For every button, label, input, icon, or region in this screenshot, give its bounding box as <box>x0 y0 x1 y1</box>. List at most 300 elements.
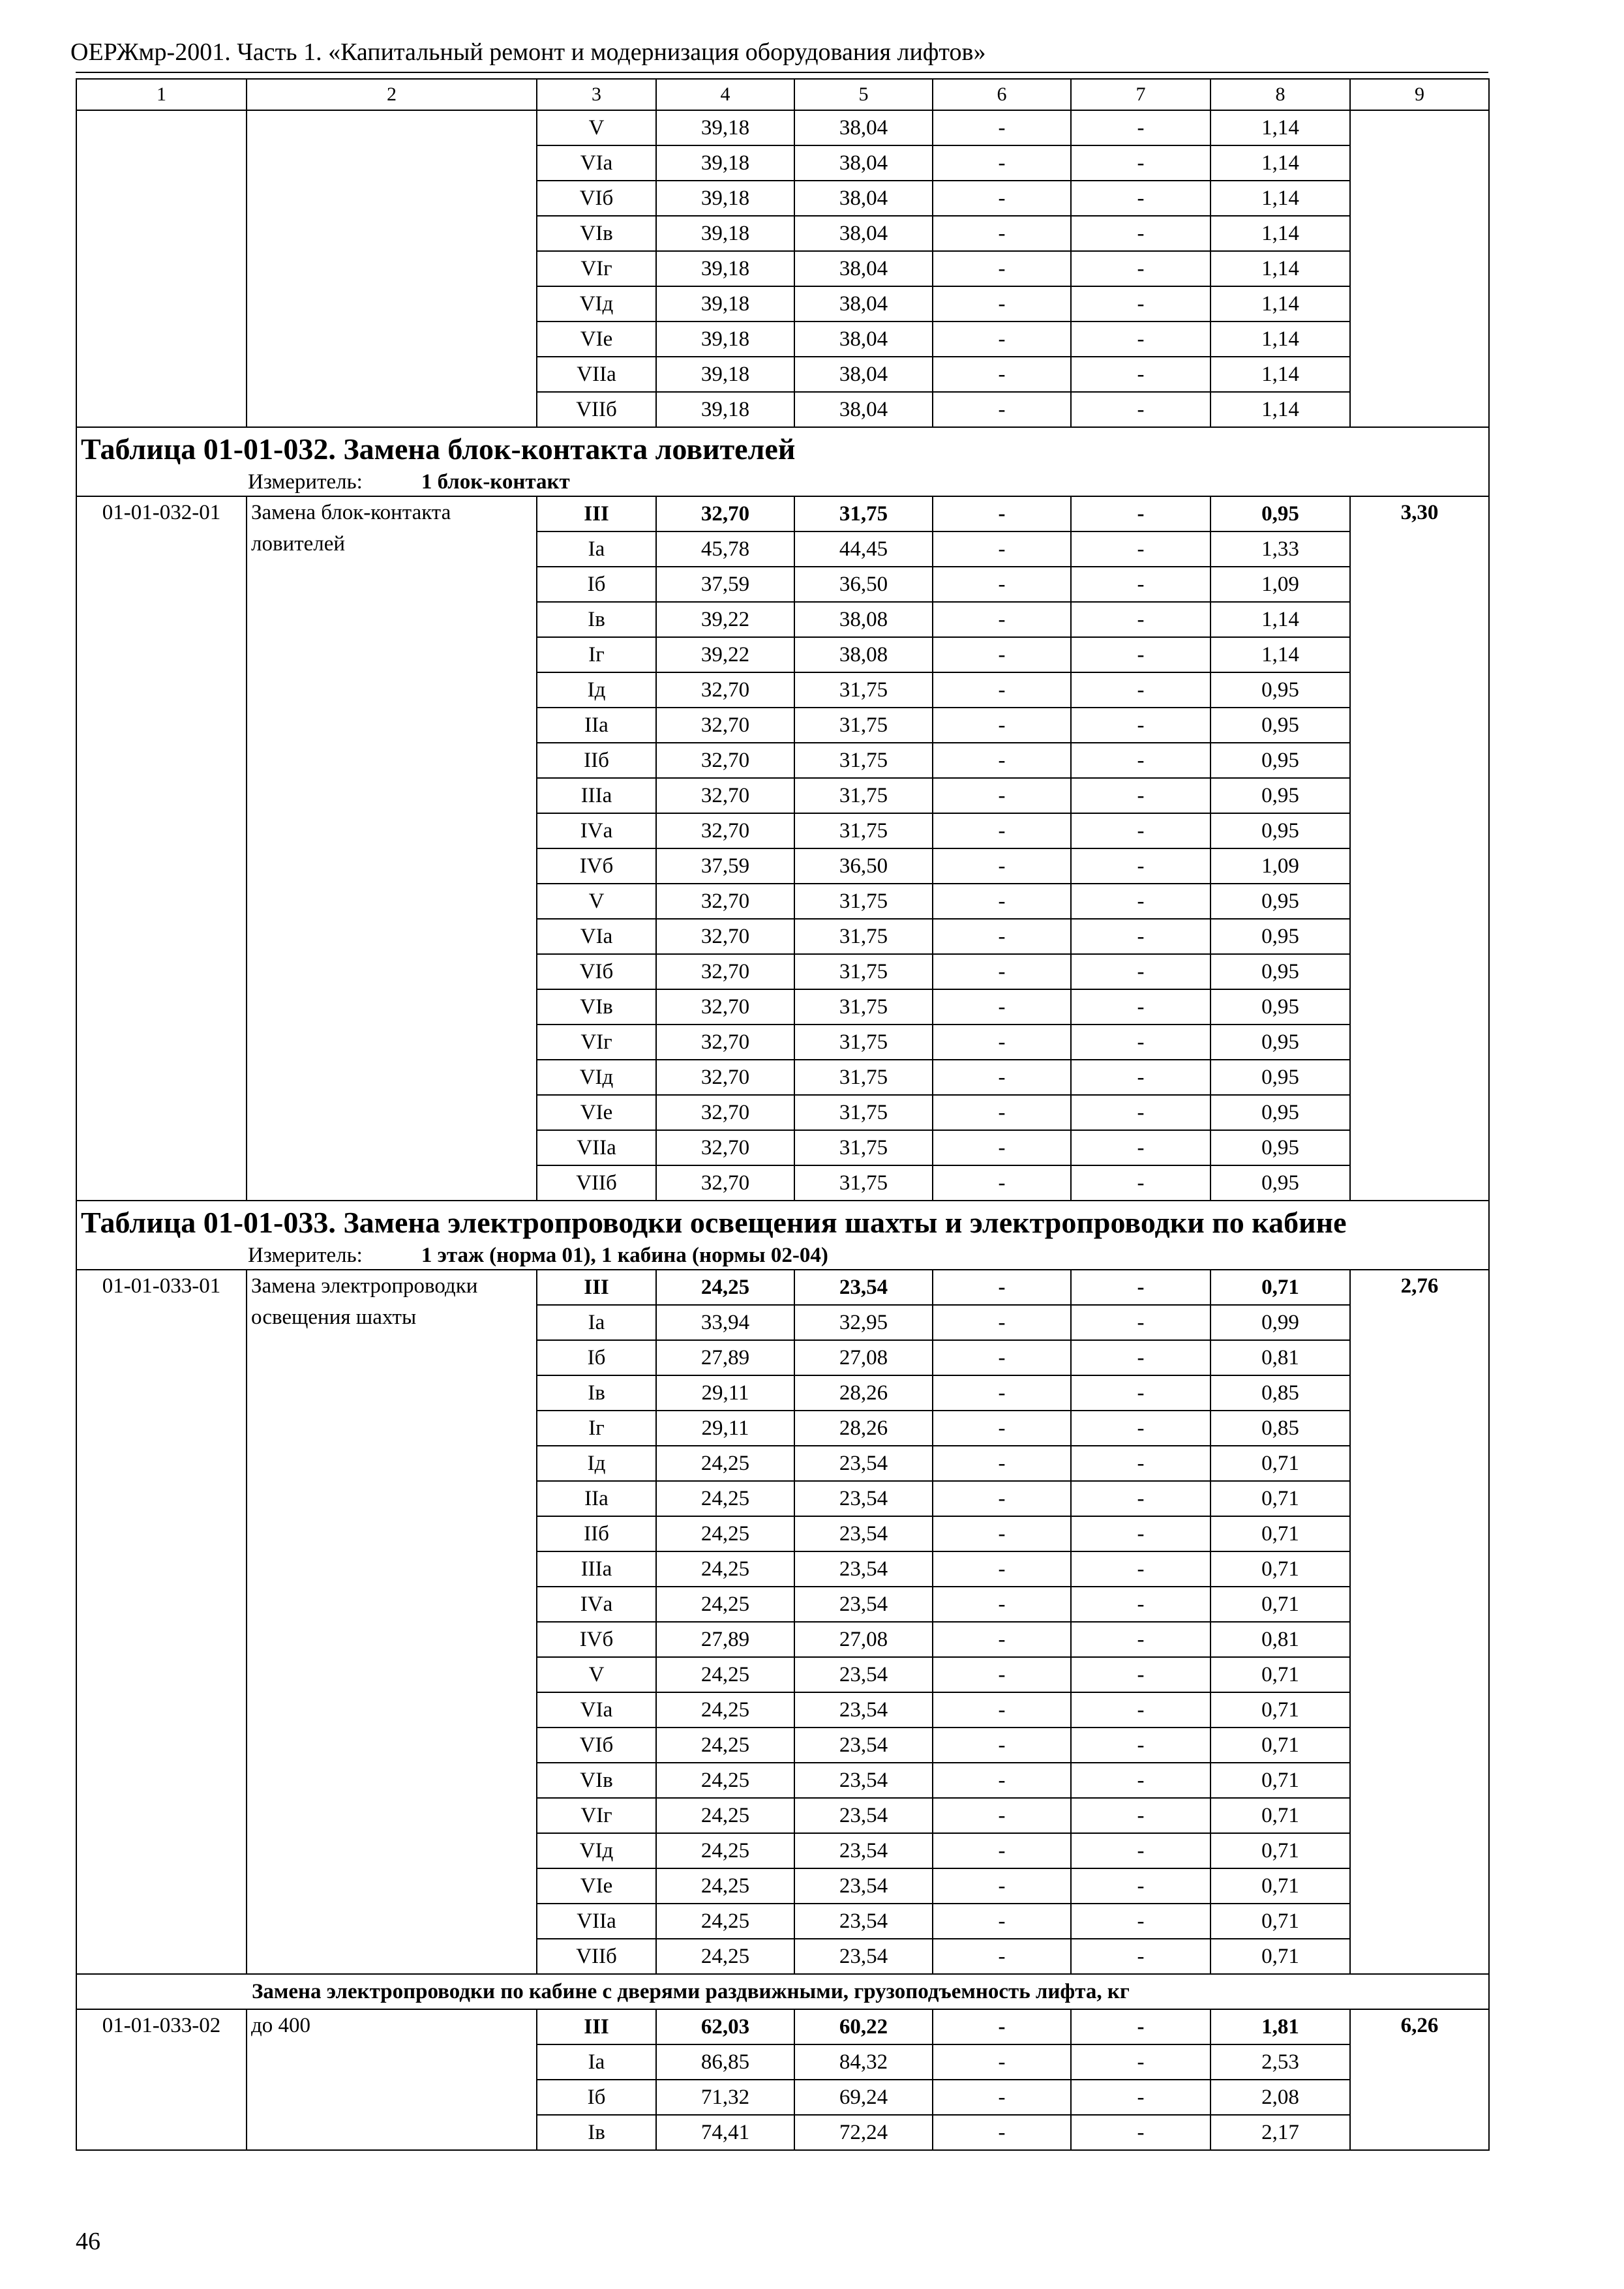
materials-cell: 0,95 <box>1210 1165 1350 1201</box>
zone-cell: IIа <box>537 708 656 743</box>
machinist-wage-cell: - <box>1071 110 1210 145</box>
direct-cost-cell: 24,25 <box>656 1692 794 1728</box>
zone-cell: VIг <box>537 251 656 286</box>
measure-line <box>81 1242 1484 1269</box>
column-number: 3 <box>537 79 656 110</box>
machines-cell: - <box>933 1095 1071 1130</box>
zone-cell: Iд <box>537 672 656 708</box>
machines-cell: - <box>933 637 1071 672</box>
zone-cell: IIIа <box>537 778 656 813</box>
norm-code: 01-01-033-02 <box>76 2009 247 2150</box>
machines-cell: - <box>933 1270 1071 1305</box>
materials-cell: 0,71 <box>1210 1763 1350 1798</box>
rates-table-body <box>76 79 1489 2150</box>
machinist-wage-cell: - <box>1071 1833 1210 1868</box>
labor-cost-cell: 38,04 <box>794 322 933 357</box>
machinist-wage-cell: - <box>1071 1130 1210 1165</box>
direct-cost-cell: 32,70 <box>656 1025 794 1060</box>
machines-cell: - <box>933 1622 1071 1657</box>
machinist-wage-cell: - <box>1071 954 1210 989</box>
machines-cell: - <box>933 531 1071 567</box>
zone-cell: III <box>537 2009 656 2044</box>
measure-label: Измеритель: <box>248 470 363 494</box>
subtitle: Замена электропроводки по кабине с дверями раздвижными, грузоподъемность лифта, кг <box>76 1974 1489 2009</box>
direct-cost-cell: 24,25 <box>656 1939 794 1974</box>
machines-cell: - <box>933 1868 1071 1904</box>
machinist-wage-cell: - <box>1071 919 1210 954</box>
zone-cell: VIв <box>537 216 656 251</box>
zone-cell: IIб <box>537 1516 656 1551</box>
machines-cell: - <box>933 813 1071 848</box>
machines-cell: - <box>933 1833 1071 1868</box>
labor-cost-cell: 38,04 <box>794 216 933 251</box>
zone-cell: Iа <box>537 1305 656 1340</box>
labor-cost-cell: 38,04 <box>794 357 933 392</box>
direct-cost-cell: 32,70 <box>656 778 794 813</box>
materials-cell: 0,95 <box>1210 708 1350 743</box>
labor-cost-cell: 31,75 <box>794 1130 933 1165</box>
direct-cost-cell: 45,78 <box>656 531 794 567</box>
machines-cell: - <box>933 1728 1071 1763</box>
table-row <box>76 1270 1489 1305</box>
zone-cell: VIе <box>537 322 656 357</box>
materials-cell: 0,71 <box>1210 1481 1350 1516</box>
machinist-wage-cell: - <box>1071 1305 1210 1340</box>
column-number-row <box>76 79 1489 110</box>
labor-cost-cell: 38,04 <box>794 110 933 145</box>
zone-cell: V <box>537 884 656 919</box>
machinist-wage-cell: - <box>1071 708 1210 743</box>
machines-cell: - <box>933 743 1071 778</box>
labor-cost-cell: 23,54 <box>794 1481 933 1516</box>
zone-cell: VIIа <box>537 357 656 392</box>
direct-cost-cell: 32,70 <box>656 954 794 989</box>
column-number: 9 <box>1350 79 1489 110</box>
direct-cost-cell: 24,25 <box>656 1833 794 1868</box>
labor-cost-cell: 31,75 <box>794 1025 933 1060</box>
machinist-wage-cell: - <box>1071 567 1210 602</box>
direct-cost-cell: 24,25 <box>656 1868 794 1904</box>
machines-cell: - <box>933 1130 1071 1165</box>
machinist-wage-cell: - <box>1071 357 1210 392</box>
norm-code <box>76 110 247 427</box>
materials-cell: 0,71 <box>1210 1728 1350 1763</box>
direct-cost-cell: 32,70 <box>656 919 794 954</box>
machinist-wage-cell: - <box>1071 1657 1210 1692</box>
labor-cost-cell: 23,54 <box>794 1692 933 1728</box>
materials-cell: 1,14 <box>1210 392 1350 427</box>
machinist-wage-cell: - <box>1071 1692 1210 1728</box>
machinist-wage-cell: - <box>1071 496 1210 531</box>
machines-cell: - <box>933 110 1071 145</box>
page-number: 46 <box>76 2228 100 2255</box>
table-row <box>76 496 1489 531</box>
machines-cell: - <box>933 1904 1071 1939</box>
materials-cell: 0,81 <box>1210 1340 1350 1375</box>
direct-cost-cell: 32,70 <box>656 989 794 1025</box>
machines-cell: - <box>933 1587 1071 1622</box>
direct-cost-cell: 32,70 <box>656 1130 794 1165</box>
direct-cost-cell: 24,25 <box>656 1587 794 1622</box>
machinist-wage-cell: - <box>1071 1165 1210 1201</box>
zone-cell: Iг <box>537 1411 656 1446</box>
machinist-wage-cell: - <box>1071 251 1210 286</box>
norm-code: 01-01-033-01 <box>76 1270 247 1974</box>
machines-cell: - <box>933 1446 1071 1481</box>
machinist-wage-cell: - <box>1071 1516 1210 1551</box>
labor-cost-cell: 31,75 <box>794 884 933 919</box>
labor-cost-cell: 31,75 <box>794 708 933 743</box>
direct-cost-cell: 39,18 <box>656 145 794 181</box>
direct-cost-cell: 37,59 <box>656 567 794 602</box>
materials-cell: 0,95 <box>1210 1025 1350 1060</box>
direct-cost-cell: 24,25 <box>656 1763 794 1798</box>
machinist-wage-cell: - <box>1071 531 1210 567</box>
machines-cell: - <box>933 848 1071 884</box>
subtitle-row <box>76 1974 1489 2009</box>
machines-cell: - <box>933 1305 1071 1340</box>
direct-cost-cell: 32,70 <box>656 672 794 708</box>
norm-name: Замена электропроводки освещения шахты <box>247 1270 537 1974</box>
materials-cell: 0,71 <box>1210 1587 1350 1622</box>
labor-hours-cell <box>1350 110 1489 427</box>
machines-cell: - <box>933 181 1071 216</box>
zone-cell: Iб <box>537 567 656 602</box>
zone-cell: VIе <box>537 1868 656 1904</box>
zone-cell: III <box>537 1270 656 1305</box>
measure-value: 1 этаж (норма 01), 1 кабина (нормы 02-04) <box>421 1244 828 1267</box>
measure-label: Измеритель: <box>248 1244 363 1267</box>
zone-cell: VIг <box>537 1798 656 1833</box>
materials-cell: 2,08 <box>1210 2080 1350 2115</box>
materials-cell: 1,14 <box>1210 602 1350 637</box>
zone-cell: Iб <box>537 1340 656 1375</box>
zone-cell: VIд <box>537 1060 656 1095</box>
materials-cell: 0,95 <box>1210 672 1350 708</box>
column-number: 2 <box>247 79 537 110</box>
materials-cell: 1,14 <box>1210 251 1350 286</box>
direct-cost-cell: 24,25 <box>656 1728 794 1763</box>
machines-cell: - <box>933 2009 1071 2044</box>
materials-cell: 1,14 <box>1210 322 1350 357</box>
materials-cell: 2,17 <box>1210 2115 1350 2150</box>
machines-cell: - <box>933 145 1071 181</box>
materials-cell: 0,71 <box>1210 1868 1350 1904</box>
machinist-wage-cell: - <box>1071 672 1210 708</box>
materials-cell: 0,95 <box>1210 989 1350 1025</box>
labor-cost-cell: 38,04 <box>794 392 933 427</box>
materials-cell: 1,33 <box>1210 531 1350 567</box>
direct-cost-cell: 39,18 <box>656 110 794 145</box>
machines-cell: - <box>933 2044 1071 2080</box>
direct-cost-cell: 29,11 <box>656 1375 794 1411</box>
materials-cell: 1,14 <box>1210 145 1350 181</box>
machinist-wage-cell: - <box>1071 813 1210 848</box>
labor-hours-cell: 3,30 <box>1350 496 1489 1201</box>
labor-hours-cell: 2,76 <box>1350 1270 1489 1974</box>
table-title: Таблица 01-01-033. Замена электропроводки освещения шахты и электропроводки по кабине <box>81 1206 1347 1239</box>
direct-cost-cell: 24,25 <box>656 1516 794 1551</box>
machines-cell: - <box>933 1060 1071 1095</box>
machines-cell: - <box>933 884 1071 919</box>
labor-cost-cell: 38,04 <box>794 181 933 216</box>
materials-cell: 0,71 <box>1210 1657 1350 1692</box>
direct-cost-cell: 24,25 <box>656 1270 794 1305</box>
labor-cost-cell: 31,75 <box>794 954 933 989</box>
column-number: 6 <box>933 79 1071 110</box>
materials-cell: 0,71 <box>1210 1692 1350 1728</box>
labor-cost-cell: 28,26 <box>794 1411 933 1446</box>
machinist-wage-cell: - <box>1071 181 1210 216</box>
table-row <box>76 110 1489 145</box>
direct-cost-cell: 32,70 <box>656 708 794 743</box>
labor-cost-cell: 44,45 <box>794 531 933 567</box>
labor-cost-cell: 38,04 <box>794 286 933 322</box>
machines-cell: - <box>933 251 1071 286</box>
labor-cost-cell: 28,26 <box>794 1375 933 1411</box>
zone-cell: VIа <box>537 145 656 181</box>
labor-cost-cell: 31,75 <box>794 813 933 848</box>
labor-cost-cell: 38,08 <box>794 637 933 672</box>
machinist-wage-cell: - <box>1071 2044 1210 2080</box>
direct-cost-cell: 86,85 <box>656 2044 794 2080</box>
measure-line <box>81 468 1484 496</box>
machinist-wage-cell: - <box>1071 392 1210 427</box>
labor-cost-cell: 38,04 <box>794 145 933 181</box>
machinist-wage-cell: - <box>1071 637 1210 672</box>
labor-cost-cell: 23,54 <box>794 1516 933 1551</box>
machinist-wage-cell: - <box>1071 1798 1210 1833</box>
zone-cell: IVа <box>537 1587 656 1622</box>
machines-cell: - <box>933 392 1071 427</box>
zone-cell: VIв <box>537 989 656 1025</box>
column-number: 7 <box>1071 79 1210 110</box>
materials-cell: 0,95 <box>1210 919 1350 954</box>
machines-cell: - <box>933 322 1071 357</box>
direct-cost-cell: 32,70 <box>656 1165 794 1201</box>
materials-cell: 0,95 <box>1210 884 1350 919</box>
materials-cell: 0,95 <box>1210 496 1350 531</box>
machines-cell: - <box>933 602 1071 637</box>
machinist-wage-cell: - <box>1071 2080 1210 2115</box>
machinist-wage-cell: - <box>1071 602 1210 637</box>
direct-cost-cell: 62,03 <box>656 2009 794 2044</box>
machines-cell: - <box>933 1375 1071 1411</box>
zone-cell: VIд <box>537 1833 656 1868</box>
machinist-wage-cell: - <box>1071 1587 1210 1622</box>
machines-cell: - <box>933 1692 1071 1728</box>
column-number: 1 <box>76 79 247 110</box>
norm-name <box>247 110 537 427</box>
direct-cost-cell: 29,11 <box>656 1411 794 1446</box>
labor-cost-cell: 36,50 <box>794 848 933 884</box>
labor-cost-cell: 38,08 <box>794 602 933 637</box>
zone-cell: V <box>537 1657 656 1692</box>
zone-cell: III <box>537 496 656 531</box>
labor-cost-cell: 23,54 <box>794 1657 933 1692</box>
materials-cell: 1,14 <box>1210 110 1350 145</box>
materials-cell: 0,99 <box>1210 1305 1350 1340</box>
header-rule <box>76 72 1488 73</box>
zone-cell: VIа <box>537 919 656 954</box>
zone-cell: VIг <box>537 1025 656 1060</box>
labor-hours-cell: 6,26 <box>1350 2009 1489 2150</box>
materials-cell: 0,71 <box>1210 1446 1350 1481</box>
machines-cell: - <box>933 1798 1071 1833</box>
materials-cell: 1,09 <box>1210 848 1350 884</box>
zone-cell: VIе <box>537 1095 656 1130</box>
machines-cell: - <box>933 1340 1071 1375</box>
zone-cell: Iв <box>537 1375 656 1411</box>
labor-cost-cell: 31,75 <box>794 919 933 954</box>
materials-cell: 1,09 <box>1210 567 1350 602</box>
zone-cell: VIб <box>537 954 656 989</box>
materials-cell: 0,95 <box>1210 954 1350 989</box>
zone-cell: VIв <box>537 1763 656 1798</box>
direct-cost-cell: 32,70 <box>656 1095 794 1130</box>
measure-value: 1 блок-контакт <box>421 470 570 494</box>
labor-cost-cell: 31,75 <box>794 989 933 1025</box>
materials-cell: 0,71 <box>1210 1798 1350 1833</box>
machinist-wage-cell: - <box>1071 1340 1210 1375</box>
materials-cell: 0,95 <box>1210 743 1350 778</box>
machines-cell: - <box>933 954 1071 989</box>
norm-name: Замена блок-контакта ловителей <box>247 496 537 1201</box>
direct-cost-cell: 32,70 <box>656 496 794 531</box>
machines-cell: - <box>933 1516 1071 1551</box>
direct-cost-cell: 39,18 <box>656 392 794 427</box>
machinist-wage-cell: - <box>1071 884 1210 919</box>
machinist-wage-cell: - <box>1071 1904 1210 1939</box>
materials-cell: 1,14 <box>1210 216 1350 251</box>
page-header: ОЕРЖмр-2001. Часть 1. «Капитальный ремонт и модернизация оборудования лифтов» <box>70 38 986 66</box>
zone-cell: VIб <box>537 1728 656 1763</box>
table-title-cell <box>76 427 1489 496</box>
materials-cell: 2,53 <box>1210 2044 1350 2080</box>
materials-cell: 1,14 <box>1210 181 1350 216</box>
direct-cost-cell: 39,22 <box>656 637 794 672</box>
machinist-wage-cell: - <box>1071 145 1210 181</box>
materials-cell: 0,95 <box>1210 1130 1350 1165</box>
materials-cell: 1,14 <box>1210 286 1350 322</box>
labor-cost-cell: 23,54 <box>794 1904 933 1939</box>
labor-cost-cell: 38,04 <box>794 251 933 286</box>
table-row <box>76 2009 1489 2044</box>
labor-cost-cell: 69,24 <box>794 2080 933 2115</box>
machines-cell: - <box>933 1025 1071 1060</box>
labor-cost-cell: 36,50 <box>794 567 933 602</box>
direct-cost-cell: 37,59 <box>656 848 794 884</box>
labor-cost-cell: 27,08 <box>794 1340 933 1375</box>
machinist-wage-cell: - <box>1071 1375 1210 1411</box>
machines-cell: - <box>933 496 1071 531</box>
direct-cost-cell: 24,25 <box>656 1551 794 1587</box>
zone-cell: VIа <box>537 1692 656 1728</box>
norm-name: до 400 <box>247 2009 537 2150</box>
labor-cost-cell: 31,75 <box>794 672 933 708</box>
machinist-wage-cell: - <box>1071 778 1210 813</box>
zone-cell: V <box>537 110 656 145</box>
labor-cost-cell: 31,75 <box>794 1095 933 1130</box>
zone-cell: Iв <box>537 2115 656 2150</box>
zone-cell: IIIа <box>537 1551 656 1587</box>
direct-cost-cell: 71,32 <box>656 2080 794 2115</box>
zone-cell: Iа <box>537 531 656 567</box>
machinist-wage-cell: - <box>1071 1551 1210 1587</box>
materials-cell: 1,14 <box>1210 357 1350 392</box>
labor-cost-cell: 72,24 <box>794 2115 933 2150</box>
machines-cell: - <box>933 286 1071 322</box>
direct-cost-cell: 32,70 <box>656 1060 794 1095</box>
direct-cost-cell: 39,18 <box>656 286 794 322</box>
machines-cell: - <box>933 1165 1071 1201</box>
materials-cell: 0,71 <box>1210 1904 1350 1939</box>
materials-cell: 0,95 <box>1210 778 1350 813</box>
machinist-wage-cell: - <box>1071 216 1210 251</box>
direct-cost-cell: 24,25 <box>656 1657 794 1692</box>
zone-cell: VIIб <box>537 1939 656 1974</box>
machinist-wage-cell: - <box>1071 1060 1210 1095</box>
materials-cell: 0,85 <box>1210 1375 1350 1411</box>
column-number: 4 <box>656 79 794 110</box>
direct-cost-cell: 39,18 <box>656 181 794 216</box>
labor-cost-cell: 23,54 <box>794 1270 933 1305</box>
machinist-wage-cell: - <box>1071 2009 1210 2044</box>
zone-cell: VIд <box>537 286 656 322</box>
direct-cost-cell: 32,70 <box>656 813 794 848</box>
labor-cost-cell: 31,75 <box>794 743 933 778</box>
labor-cost-cell: 23,54 <box>794 1939 933 1974</box>
direct-cost-cell: 33,94 <box>656 1305 794 1340</box>
direct-cost-cell: 32,70 <box>656 884 794 919</box>
column-number: 8 <box>1210 79 1350 110</box>
materials-cell: 0,71 <box>1210 1551 1350 1587</box>
materials-cell: 0,71 <box>1210 1939 1350 1974</box>
machines-cell: - <box>933 1939 1071 1974</box>
materials-cell: 0,81 <box>1210 1622 1350 1657</box>
machinist-wage-cell: - <box>1071 1763 1210 1798</box>
labor-cost-cell: 31,75 <box>794 1165 933 1201</box>
labor-cost-cell: 31,75 <box>794 778 933 813</box>
labor-cost-cell: 23,54 <box>794 1728 933 1763</box>
direct-cost-cell: 39,22 <box>656 602 794 637</box>
machinist-wage-cell: - <box>1071 989 1210 1025</box>
labor-cost-cell: 23,54 <box>794 1833 933 1868</box>
zone-cell: IVб <box>537 1622 656 1657</box>
direct-cost-cell: 27,89 <box>656 1622 794 1657</box>
machinist-wage-cell: - <box>1071 1939 1210 1974</box>
machinist-wage-cell: - <box>1071 2115 1210 2150</box>
zone-cell: Iг <box>537 637 656 672</box>
labor-cost-cell: 31,75 <box>794 1060 933 1095</box>
machines-cell: - <box>933 357 1071 392</box>
machines-cell: - <box>933 1481 1071 1516</box>
machines-cell: - <box>933 1411 1071 1446</box>
direct-cost-cell: 74,41 <box>656 2115 794 2150</box>
labor-cost-cell: 32,95 <box>794 1305 933 1340</box>
zone-cell: VIб <box>537 181 656 216</box>
machinist-wage-cell: - <box>1071 286 1210 322</box>
table-title-row <box>76 1201 1489 1270</box>
labor-cost-cell: 27,08 <box>794 1622 933 1657</box>
machinist-wage-cell: - <box>1071 743 1210 778</box>
machines-cell: - <box>933 1763 1071 1798</box>
direct-cost-cell: 24,25 <box>656 1446 794 1481</box>
labor-cost-cell: 23,54 <box>794 1763 933 1798</box>
direct-cost-cell: 39,18 <box>656 216 794 251</box>
machines-cell: - <box>933 216 1071 251</box>
machinist-wage-cell: - <box>1071 1095 1210 1130</box>
